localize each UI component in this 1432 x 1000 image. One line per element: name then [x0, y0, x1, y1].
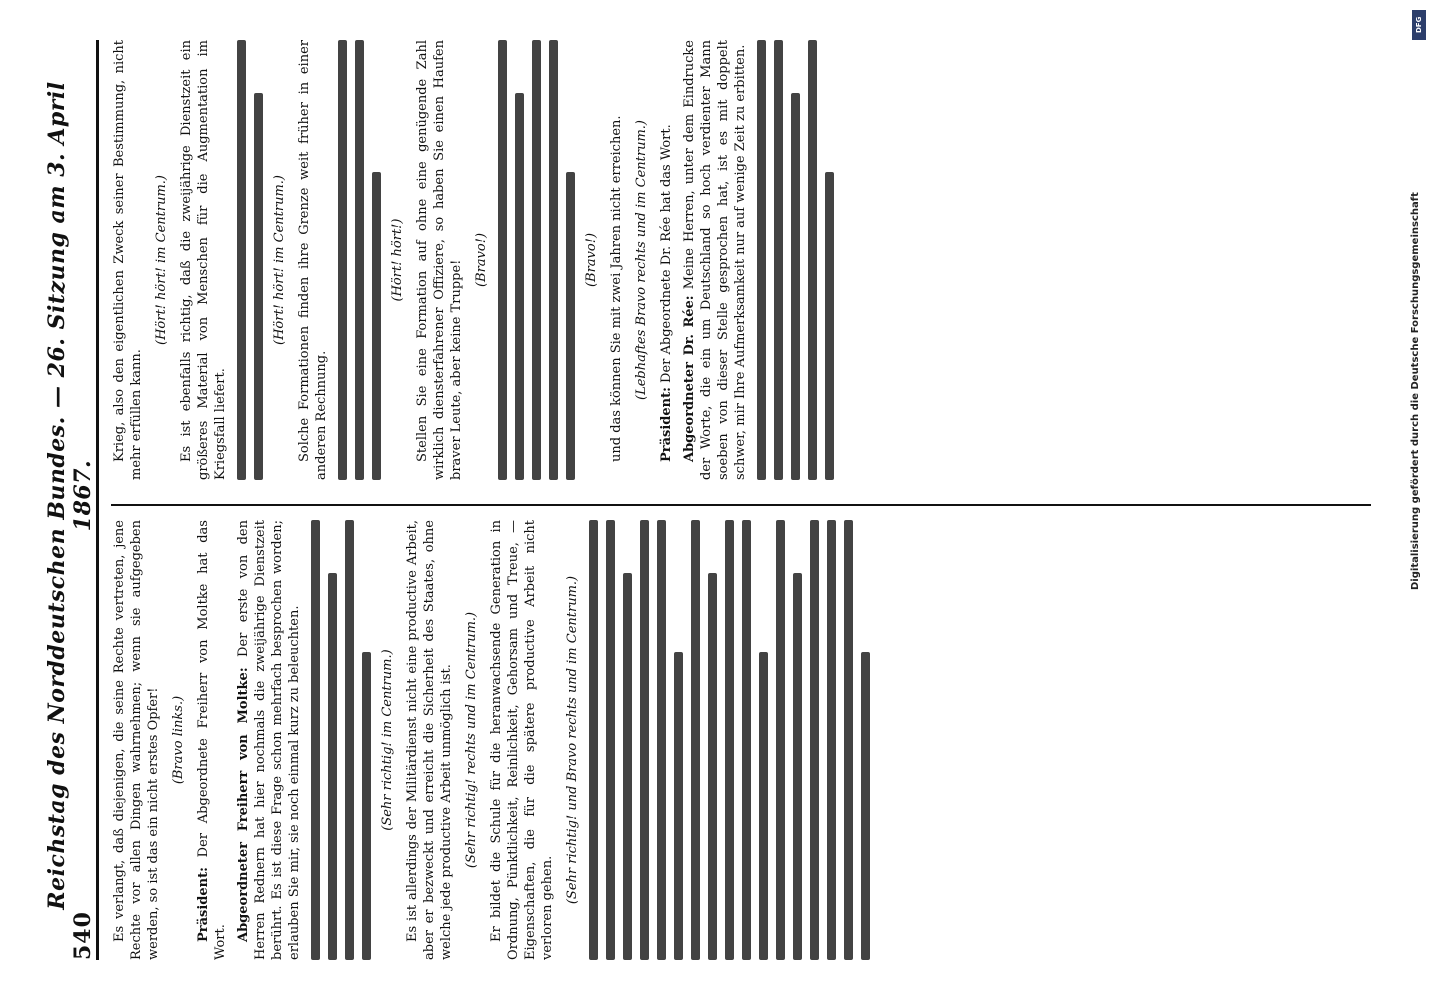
text-line — [589, 520, 598, 960]
text-line — [549, 40, 558, 480]
paragraph-text: Der erste von den Herren Rednern hat hier nochmals die zweijährige Dienstzeit berührt. Es ist diese Frage schon mehrfach besprochen worden; erlauben Sie mir, sie noch einmal kurz zu beleuchten. — [236, 520, 302, 960]
text-line — [791, 93, 800, 480]
paragraph — [235, 520, 303, 960]
interjection: (Bravo!) — [474, 232, 489, 288]
paragraph — [658, 40, 675, 480]
text-line — [362, 652, 371, 960]
text-line — [827, 520, 836, 960]
interjection: (Hört! hört! im Centrum.) — [154, 175, 169, 345]
text-line — [237, 40, 246, 480]
text-line — [515, 93, 524, 480]
text-line — [757, 40, 766, 480]
text-line — [254, 93, 263, 480]
text-line — [708, 573, 717, 960]
digitization-note: Digitalisierung gefördert durch die Deutsche Forschungsgemeinschaft — [1410, 192, 1421, 590]
text-line — [498, 40, 507, 480]
text-line — [742, 520, 751, 960]
text-line — [776, 520, 785, 960]
paragraph: Es verlangt, daß diejenigen, die seine Rechte vertreten, jene Rechte vor allen Dingen wahrnehmen; wenn sie aufgegeben werden, so ist das ein nicht erstes Opfer! — [112, 520, 161, 960]
text-line — [623, 573, 632, 960]
paragraph-text: Der Abgeordnete Dr. Rée hat das Wort. — [659, 124, 674, 383]
scanned-page — [16, 10, 1416, 990]
text-line — [532, 40, 541, 480]
text-line — [674, 652, 683, 960]
paragraph: Es ist ebenfalls richtig, daß die zweijährige Dienstzeit ein größeres Material von Menschen für die Augmentation im Kriegsfall liefert. — [179, 40, 228, 480]
text-line — [793, 573, 802, 960]
speaker-name: Präsident: — [196, 867, 211, 942]
interjection: (Bravo links.) — [171, 695, 186, 785]
text-line — [566, 172, 575, 480]
paragraph — [195, 520, 229, 960]
left-column — [111, 520, 1371, 960]
text-line — [338, 40, 347, 480]
interjection: (Hört! hört! im Centrum.) — [272, 175, 287, 345]
interjection: (Sehr richtig! und Bravo rechts und im Centrum.) — [565, 575, 580, 905]
paragraph: Er bildet die Schule für die heranwachsende Generation in Ordnung, Pünktlichkeit, Reinlichkeit, Gehorsam und Treue, — Eigenschaften, die für die spätere productive Arbeit nicht verloren gehen. — [489, 520, 555, 960]
paragraph — [681, 40, 749, 480]
paragraph: Es ist allerdings der Militärdienst nicht eine productive Arbeit, aber er bezweckt und erreicht die Sicherheit des Staates, ohne welche jede productive Arbeit unmöglich ist. — [405, 520, 454, 960]
interjection: (Sehr richtig! im Centrum.) — [380, 649, 395, 831]
dfg-logo: DFG — [1412, 10, 1426, 40]
right-column — [111, 40, 1371, 480]
text-line — [372, 172, 381, 480]
speaker-name: Präsident: — [659, 387, 674, 462]
column-divider — [111, 504, 1371, 506]
text-line — [311, 520, 320, 960]
text-line — [774, 40, 783, 480]
text-line — [328, 573, 337, 960]
text-line — [759, 652, 768, 960]
interjection: (Lebhaftes Bravo rechts und im Centrum.) — [634, 120, 649, 400]
text-line — [606, 520, 615, 960]
text-line — [345, 520, 354, 960]
text-line — [810, 520, 819, 960]
paragraph: und das können Sie mit zwei Jahren nicht erreichen. — [609, 115, 624, 462]
page-header — [44, 40, 99, 960]
text-line — [691, 520, 700, 960]
paragraph: Solche Formationen finden ihre Grenze weit früher in einer anderen Rechnung. — [297, 40, 329, 480]
paragraph-text: Der Abgeordnete Freiherr von Moltke hat das Wort. — [196, 520, 228, 960]
text-line — [844, 520, 853, 960]
text-line — [861, 652, 870, 960]
paragraph: Stellen Sie eine Formation auf ohne eine genügende Zahl wirklich diensterfahrener Offiziere, so haben Sie einen Haufen braver Leute, aber keine Truppe! — [415, 40, 464, 480]
paragraph: Krieg, also den eigentlichen Zweck seiner Bestimmung, nicht mehr erfüllen kann. — [112, 40, 144, 480]
text-line — [657, 520, 666, 960]
page-number: 540 — [70, 911, 96, 960]
text-line — [825, 172, 834, 480]
running-head: Reichstag des Norddeutschen Bundes. — 26. Sitzung am 3. April 1867. — [44, 81, 96, 910]
paragraph-text: Meine Herren, unter dem Eindrucke der Worte, die ein um Deutschland so hoch verdienter Mann soeben von dieser Stelle gesprochen hat, ist es mit doppelt schwer, mir Ihre Aufmerksamkeit nur auf wenige Zeit zu erbitten. — [682, 40, 748, 480]
text-line — [725, 520, 734, 960]
text-line — [808, 40, 817, 480]
speaker-name: Abgeordneter Dr. Rée: — [682, 295, 697, 462]
speaker-name: Abgeordneter Freiherr von Moltke: — [236, 667, 251, 942]
interjection: (Bravo!) — [584, 232, 599, 288]
interjection: (Sehr richtig! rechts und im Centrum.) — [464, 611, 479, 869]
text-line — [640, 520, 649, 960]
interjection: (Hört! hört!) — [390, 218, 405, 302]
text-line — [355, 40, 364, 480]
